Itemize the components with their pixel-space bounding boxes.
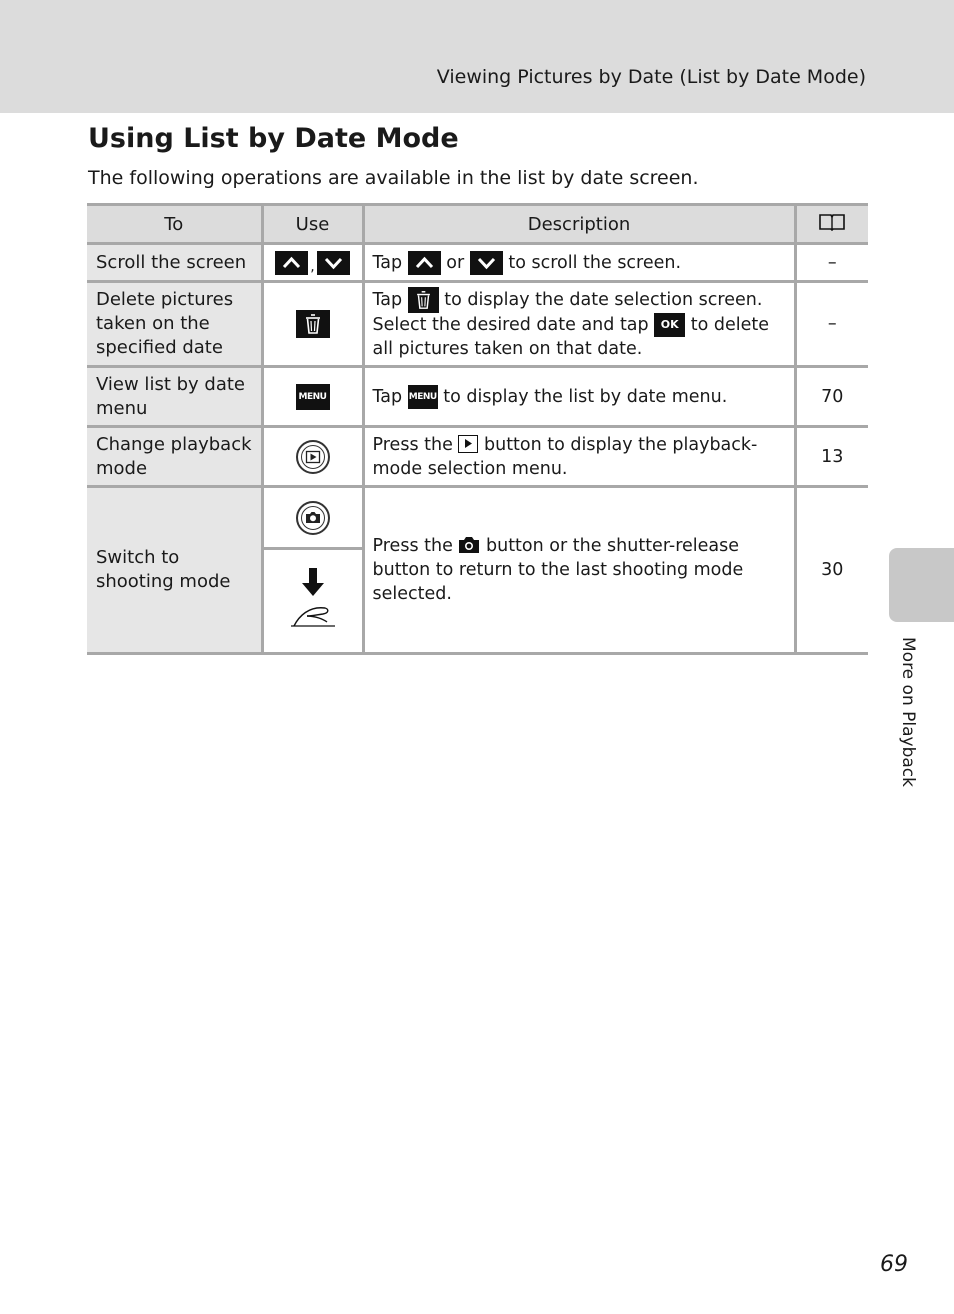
- shutter-release-press-icon[interactable]: [285, 564, 341, 639]
- description-text: button to display the playback-mode selection menu.: [372, 434, 758, 479]
- column-header-to: To: [87, 205, 262, 244]
- ok-icon: OK: [654, 313, 685, 337]
- description-text: button or the shutter-release button to return to the last shooting mode selected.: [372, 536, 744, 604]
- shooting-button-icon[interactable]: [296, 501, 330, 535]
- operations-table: [87, 203, 868, 655]
- row-description: [363, 367, 795, 427]
- section-title: Viewing Pictures by Date (List by Date Mode): [436, 66, 866, 88]
- table-row: [87, 282, 868, 367]
- row-use: [262, 367, 363, 427]
- table-header-row: [87, 205, 868, 244]
- row-reference: 30: [795, 487, 868, 654]
- row-to-label: Change playback mode: [87, 427, 262, 487]
- scroll-down-icon[interactable]: [317, 251, 350, 275]
- menu-icon: MENU: [408, 385, 438, 409]
- trash-icon: [408, 287, 439, 313]
- row-use: [262, 282, 363, 367]
- scroll-up-icon: [408, 251, 441, 275]
- row-description: [363, 244, 795, 282]
- row-to-label: View list by date menu: [87, 367, 262, 427]
- trash-icon[interactable]: [296, 310, 330, 338]
- intro-text: The following operations are available in the list by date screen.: [88, 167, 699, 189]
- description-text: to scroll the screen.: [508, 252, 682, 273]
- description-text: or: [446, 252, 465, 273]
- menu-icon[interactable]: MENU: [296, 384, 330, 410]
- table-row: [87, 367, 868, 427]
- description-text: to display the list by date menu.: [443, 386, 728, 407]
- playback-button-icon[interactable]: [296, 440, 330, 474]
- side-tab-label: More on Playback: [898, 637, 918, 787]
- row-description: [363, 282, 795, 367]
- row-use: [262, 487, 363, 654]
- table-row: [87, 487, 868, 654]
- row-to-label: Scroll the screen: [87, 244, 262, 282]
- description-text: to display the date selection screen. Select the desired date and tap: [372, 290, 763, 335]
- row-description: [363, 427, 795, 487]
- description-text: Tap: [372, 386, 403, 407]
- row-description: [363, 487, 795, 654]
- description-text: to delete all pictures taken on that date.: [372, 315, 770, 359]
- book-icon: [818, 212, 846, 237]
- icon-separator: ,: [310, 258, 315, 275]
- scroll-up-icon[interactable]: [275, 251, 308, 275]
- description-text: Tap: [372, 290, 403, 310]
- column-header-use: Use: [262, 205, 363, 244]
- scroll-down-icon: [470, 251, 503, 275]
- column-header-reference: [795, 205, 868, 244]
- row-reference: –: [795, 244, 868, 282]
- description-text: Press the: [372, 536, 453, 556]
- row-reference: 70: [795, 367, 868, 427]
- row-use: [262, 244, 363, 282]
- header-band: [0, 0, 954, 113]
- description-text: Press the: [372, 434, 453, 455]
- playback-icon: [458, 435, 478, 453]
- row-reference: –: [795, 282, 868, 367]
- page-title: Using List by Date Mode: [88, 123, 459, 154]
- row-use: [262, 427, 363, 487]
- row-to-label: Delete pictures taken on the specified date: [87, 282, 262, 367]
- description-text: Tap: [372, 252, 403, 273]
- column-header-description: Description: [363, 205, 795, 244]
- side-tab: [889, 548, 954, 622]
- page-number: 69: [880, 1252, 908, 1277]
- row-to-label: Switch to shooting mode: [87, 487, 262, 654]
- table-row: [87, 244, 868, 282]
- table-row: [87, 427, 868, 487]
- camera-icon: [458, 536, 480, 554]
- row-reference: 13: [795, 427, 868, 487]
